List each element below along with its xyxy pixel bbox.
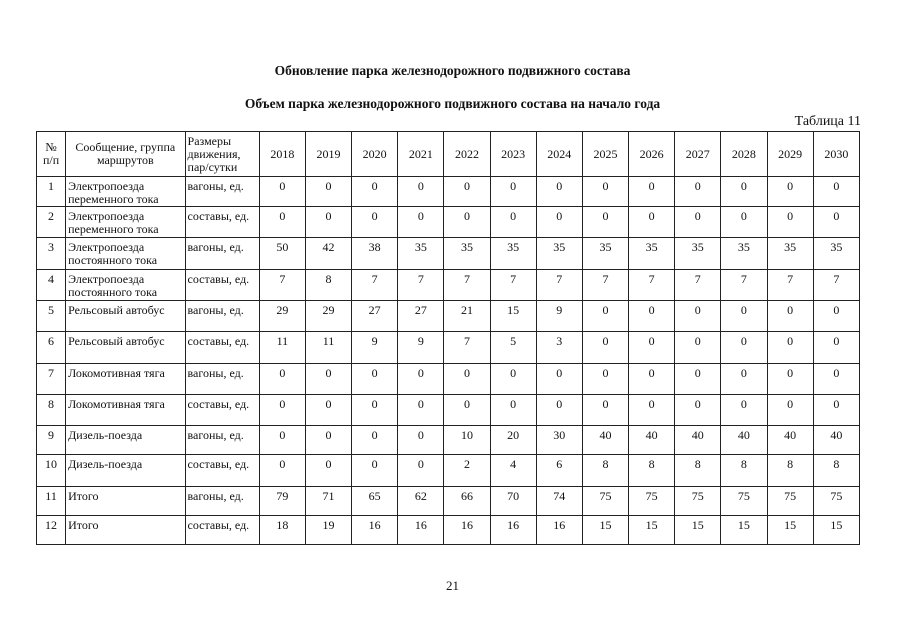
table-row: [37, 487, 860, 516]
value-cell: 0: [813, 177, 859, 207]
header-year: 2019: [305, 132, 351, 177]
value-cell: 0: [352, 395, 398, 426]
row-number: 2: [37, 207, 66, 238]
value-cell: 0: [582, 395, 628, 426]
value-cell: 8: [582, 455, 628, 487]
page-number: 21: [446, 578, 459, 593]
header-year: 2023: [490, 132, 536, 177]
value-cell: 0: [444, 207, 490, 238]
value-cell: 18: [259, 516, 305, 545]
value-cell: 0: [721, 395, 767, 426]
value-cell: 0: [352, 455, 398, 487]
table-subtitle: Объем парка железнодорожного подвижного состава на начало года: [244, 96, 661, 111]
value-cell: 2: [444, 455, 490, 487]
unit-cell: вагоны, ед.: [185, 487, 259, 516]
table-label: Таблица 11: [794, 114, 861, 129]
unit-cell: вагоны, ед.: [185, 177, 259, 207]
value-cell: 7: [582, 270, 628, 301]
unit-cell: вагоны, ед.: [185, 301, 259, 332]
table-body: [37, 177, 860, 545]
value-cell: 0: [305, 364, 351, 395]
value-cell: 0: [813, 207, 859, 238]
value-cell: 11: [259, 332, 305, 364]
header-year: 2029: [767, 132, 813, 177]
value-cell: 7: [352, 270, 398, 301]
value-cell: 0: [582, 301, 628, 332]
value-cell: 0: [721, 301, 767, 332]
route-name: Итого: [66, 487, 185, 516]
value-cell: 0: [259, 455, 305, 487]
value-cell: 0: [398, 207, 444, 238]
value-cell: 0: [444, 364, 490, 395]
value-cell: 0: [582, 364, 628, 395]
value-cell: 0: [305, 395, 351, 426]
value-cell: 8: [675, 455, 721, 487]
value-cell: 0: [398, 177, 444, 207]
value-cell: 0: [767, 364, 813, 395]
value-cell: 30: [536, 426, 582, 455]
value-cell: 0: [259, 364, 305, 395]
value-cell: 15: [582, 516, 628, 545]
value-cell: 75: [629, 487, 675, 516]
value-cell: 0: [259, 207, 305, 238]
value-cell: 35: [582, 238, 628, 270]
header-row: [37, 132, 860, 177]
table-row: [37, 238, 860, 270]
value-cell: 70: [490, 487, 536, 516]
value-cell: 40: [813, 426, 859, 455]
route-name: Итого: [66, 516, 185, 545]
row-number: 1: [37, 177, 66, 207]
row-number: 6: [37, 332, 66, 364]
row-number: 10: [37, 455, 66, 487]
header-year: 2028: [721, 132, 767, 177]
value-cell: 0: [536, 207, 582, 238]
value-cell: 65: [352, 487, 398, 516]
value-cell: 0: [398, 364, 444, 395]
unit-cell: составы, ед.: [185, 455, 259, 487]
value-cell: 9: [398, 332, 444, 364]
header-num: № п/п: [37, 132, 66, 177]
header-year: 2024: [536, 132, 582, 177]
value-cell: 0: [536, 395, 582, 426]
value-cell: 0: [767, 395, 813, 426]
value-cell: 16: [352, 516, 398, 545]
value-cell: 50: [259, 238, 305, 270]
table-row: [37, 516, 860, 545]
value-cell: 16: [490, 516, 536, 545]
value-cell: 15: [721, 516, 767, 545]
value-cell: 0: [767, 301, 813, 332]
row-number: 12: [37, 516, 66, 545]
value-cell: 7: [444, 270, 490, 301]
route-name: Рельсовый автобус: [66, 301, 185, 332]
value-cell: 0: [721, 207, 767, 238]
row-number: 8: [37, 395, 66, 426]
route-name: Электропоезда постоянного тока: [66, 238, 185, 270]
value-cell: 35: [444, 238, 490, 270]
table-row: [37, 426, 860, 455]
value-cell: 0: [398, 455, 444, 487]
value-cell: 0: [629, 301, 675, 332]
value-cell: 35: [629, 238, 675, 270]
row-number: 4: [37, 270, 66, 301]
value-cell: 0: [767, 332, 813, 364]
value-cell: 16: [536, 516, 582, 545]
header-year: 2027: [675, 132, 721, 177]
value-cell: 0: [629, 364, 675, 395]
value-cell: 0: [675, 301, 721, 332]
value-cell: 38: [352, 238, 398, 270]
value-cell: 7: [536, 270, 582, 301]
value-cell: 0: [352, 207, 398, 238]
route-name: Электропоезда переменного тока: [66, 207, 185, 238]
unit-cell: вагоны, ед.: [185, 238, 259, 270]
value-cell: 71: [305, 487, 351, 516]
table-row: [37, 207, 860, 238]
value-cell: 3: [536, 332, 582, 364]
value-cell: 0: [259, 177, 305, 207]
header-year: 2022: [444, 132, 490, 177]
value-cell: 0: [675, 177, 721, 207]
value-cell: 0: [398, 426, 444, 455]
rolling-stock-table: [36, 131, 860, 545]
row-number: 5: [37, 301, 66, 332]
value-cell: 0: [675, 207, 721, 238]
value-cell: 7: [675, 270, 721, 301]
value-cell: 75: [721, 487, 767, 516]
value-cell: 0: [398, 395, 444, 426]
value-cell: 15: [629, 516, 675, 545]
row-number: 11: [37, 487, 66, 516]
value-cell: 0: [675, 364, 721, 395]
value-cell: 0: [721, 177, 767, 207]
value-cell: 0: [721, 332, 767, 364]
value-cell: 35: [675, 238, 721, 270]
value-cell: 75: [582, 487, 628, 516]
value-cell: 0: [721, 364, 767, 395]
value-cell: 29: [305, 301, 351, 332]
unit-cell: составы, ед.: [185, 270, 259, 301]
value-cell: 15: [767, 516, 813, 545]
value-cell: 0: [259, 395, 305, 426]
value-cell: 10: [444, 426, 490, 455]
value-cell: 15: [813, 516, 859, 545]
value-cell: 0: [352, 426, 398, 455]
value-cell: 0: [490, 177, 536, 207]
value-cell: 0: [767, 207, 813, 238]
route-name: Дизель-поезда: [66, 455, 185, 487]
value-cell: 15: [675, 516, 721, 545]
value-cell: 35: [721, 238, 767, 270]
value-cell: 7: [813, 270, 859, 301]
value-cell: 29: [259, 301, 305, 332]
value-cell: 0: [629, 332, 675, 364]
value-cell: 7: [444, 332, 490, 364]
value-cell: 7: [398, 270, 444, 301]
value-cell: 0: [675, 395, 721, 426]
table-row: [37, 364, 860, 395]
value-cell: 0: [629, 395, 675, 426]
value-cell: 0: [536, 364, 582, 395]
header-year: 2030: [813, 132, 859, 177]
value-cell: 0: [352, 364, 398, 395]
document-title: Обновление парка железнодорожного подвижного состава: [274, 63, 631, 78]
table-row: [37, 455, 860, 487]
value-cell: 7: [490, 270, 536, 301]
table-row: [37, 332, 860, 364]
value-cell: 35: [767, 238, 813, 270]
header-year: 2018: [259, 132, 305, 177]
value-cell: 74: [536, 487, 582, 516]
table-row: [37, 270, 860, 301]
value-cell: 0: [305, 177, 351, 207]
row-number: 7: [37, 364, 66, 395]
value-cell: 19: [305, 516, 351, 545]
value-cell: 15: [490, 301, 536, 332]
table-row: [37, 395, 860, 426]
value-cell: 16: [398, 516, 444, 545]
value-cell: 6: [536, 455, 582, 487]
table-row: [37, 301, 860, 332]
value-cell: 8: [305, 270, 351, 301]
route-name: Дизель-поезда: [66, 426, 185, 455]
header-year: 2021: [398, 132, 444, 177]
route-name: Локомотивная тяга: [66, 364, 185, 395]
value-cell: 40: [721, 426, 767, 455]
value-cell: 40: [767, 426, 813, 455]
value-cell: 0: [813, 364, 859, 395]
value-cell: 5: [490, 332, 536, 364]
value-cell: 40: [675, 426, 721, 455]
value-cell: 75: [767, 487, 813, 516]
value-cell: 79: [259, 487, 305, 516]
value-cell: 8: [629, 455, 675, 487]
header-year: 2026: [629, 132, 675, 177]
value-cell: 7: [259, 270, 305, 301]
value-cell: 0: [767, 177, 813, 207]
value-cell: 16: [444, 516, 490, 545]
route-name: Локомотивная тяга: [66, 395, 185, 426]
unit-cell: составы, ед.: [185, 516, 259, 545]
value-cell: 35: [813, 238, 859, 270]
value-cell: 75: [675, 487, 721, 516]
row-number: 3: [37, 238, 66, 270]
value-cell: 35: [536, 238, 582, 270]
value-cell: 35: [490, 238, 536, 270]
unit-cell: составы, ед.: [185, 332, 259, 364]
value-cell: 0: [490, 207, 536, 238]
value-cell: 8: [721, 455, 767, 487]
unit-cell: составы, ед.: [185, 207, 259, 238]
value-cell: 0: [582, 177, 628, 207]
value-cell: 0: [259, 426, 305, 455]
route-name: Рельсовый автобус: [66, 332, 185, 364]
value-cell: 0: [813, 301, 859, 332]
value-cell: 11: [305, 332, 351, 364]
value-cell: 27: [352, 301, 398, 332]
unit-cell: вагоны, ед.: [185, 364, 259, 395]
value-cell: 40: [629, 426, 675, 455]
route-name: Электропоезда переменного тока: [66, 177, 185, 207]
unit-cell: составы, ед.: [185, 395, 259, 426]
value-cell: 21: [444, 301, 490, 332]
value-cell: 0: [352, 177, 398, 207]
value-cell: 75: [813, 487, 859, 516]
value-cell: 0: [629, 177, 675, 207]
value-cell: 4: [490, 455, 536, 487]
header-route: Сообщение, группа маршрутов: [66, 132, 185, 177]
value-cell: 0: [582, 332, 628, 364]
value-cell: 20: [490, 426, 536, 455]
table-row: [37, 177, 860, 207]
value-cell: 27: [398, 301, 444, 332]
value-cell: 66: [444, 487, 490, 516]
value-cell: 0: [675, 332, 721, 364]
value-cell: 0: [305, 207, 351, 238]
value-cell: 40: [582, 426, 628, 455]
value-cell: 7: [767, 270, 813, 301]
header-year: 2025: [582, 132, 628, 177]
value-cell: 0: [582, 207, 628, 238]
value-cell: 0: [305, 455, 351, 487]
value-cell: 0: [490, 395, 536, 426]
header-size: Размеры движения, пар/сутки: [185, 132, 259, 177]
value-cell: 0: [305, 426, 351, 455]
route-name: Электропоезда постоянного тока: [66, 270, 185, 301]
value-cell: 8: [767, 455, 813, 487]
value-cell: 0: [629, 207, 675, 238]
value-cell: 0: [444, 395, 490, 426]
value-cell: 9: [536, 301, 582, 332]
value-cell: 35: [398, 238, 444, 270]
value-cell: 7: [629, 270, 675, 301]
value-cell: 0: [490, 364, 536, 395]
value-cell: 0: [536, 177, 582, 207]
value-cell: 0: [813, 395, 859, 426]
value-cell: 0: [444, 177, 490, 207]
header-year: 2020: [352, 132, 398, 177]
unit-cell: вагоны, ед.: [185, 426, 259, 455]
value-cell: 0: [813, 332, 859, 364]
value-cell: 42: [305, 238, 351, 270]
value-cell: 62: [398, 487, 444, 516]
row-number: 9: [37, 426, 66, 455]
value-cell: 8: [813, 455, 859, 487]
value-cell: 7: [721, 270, 767, 301]
value-cell: 9: [352, 332, 398, 364]
